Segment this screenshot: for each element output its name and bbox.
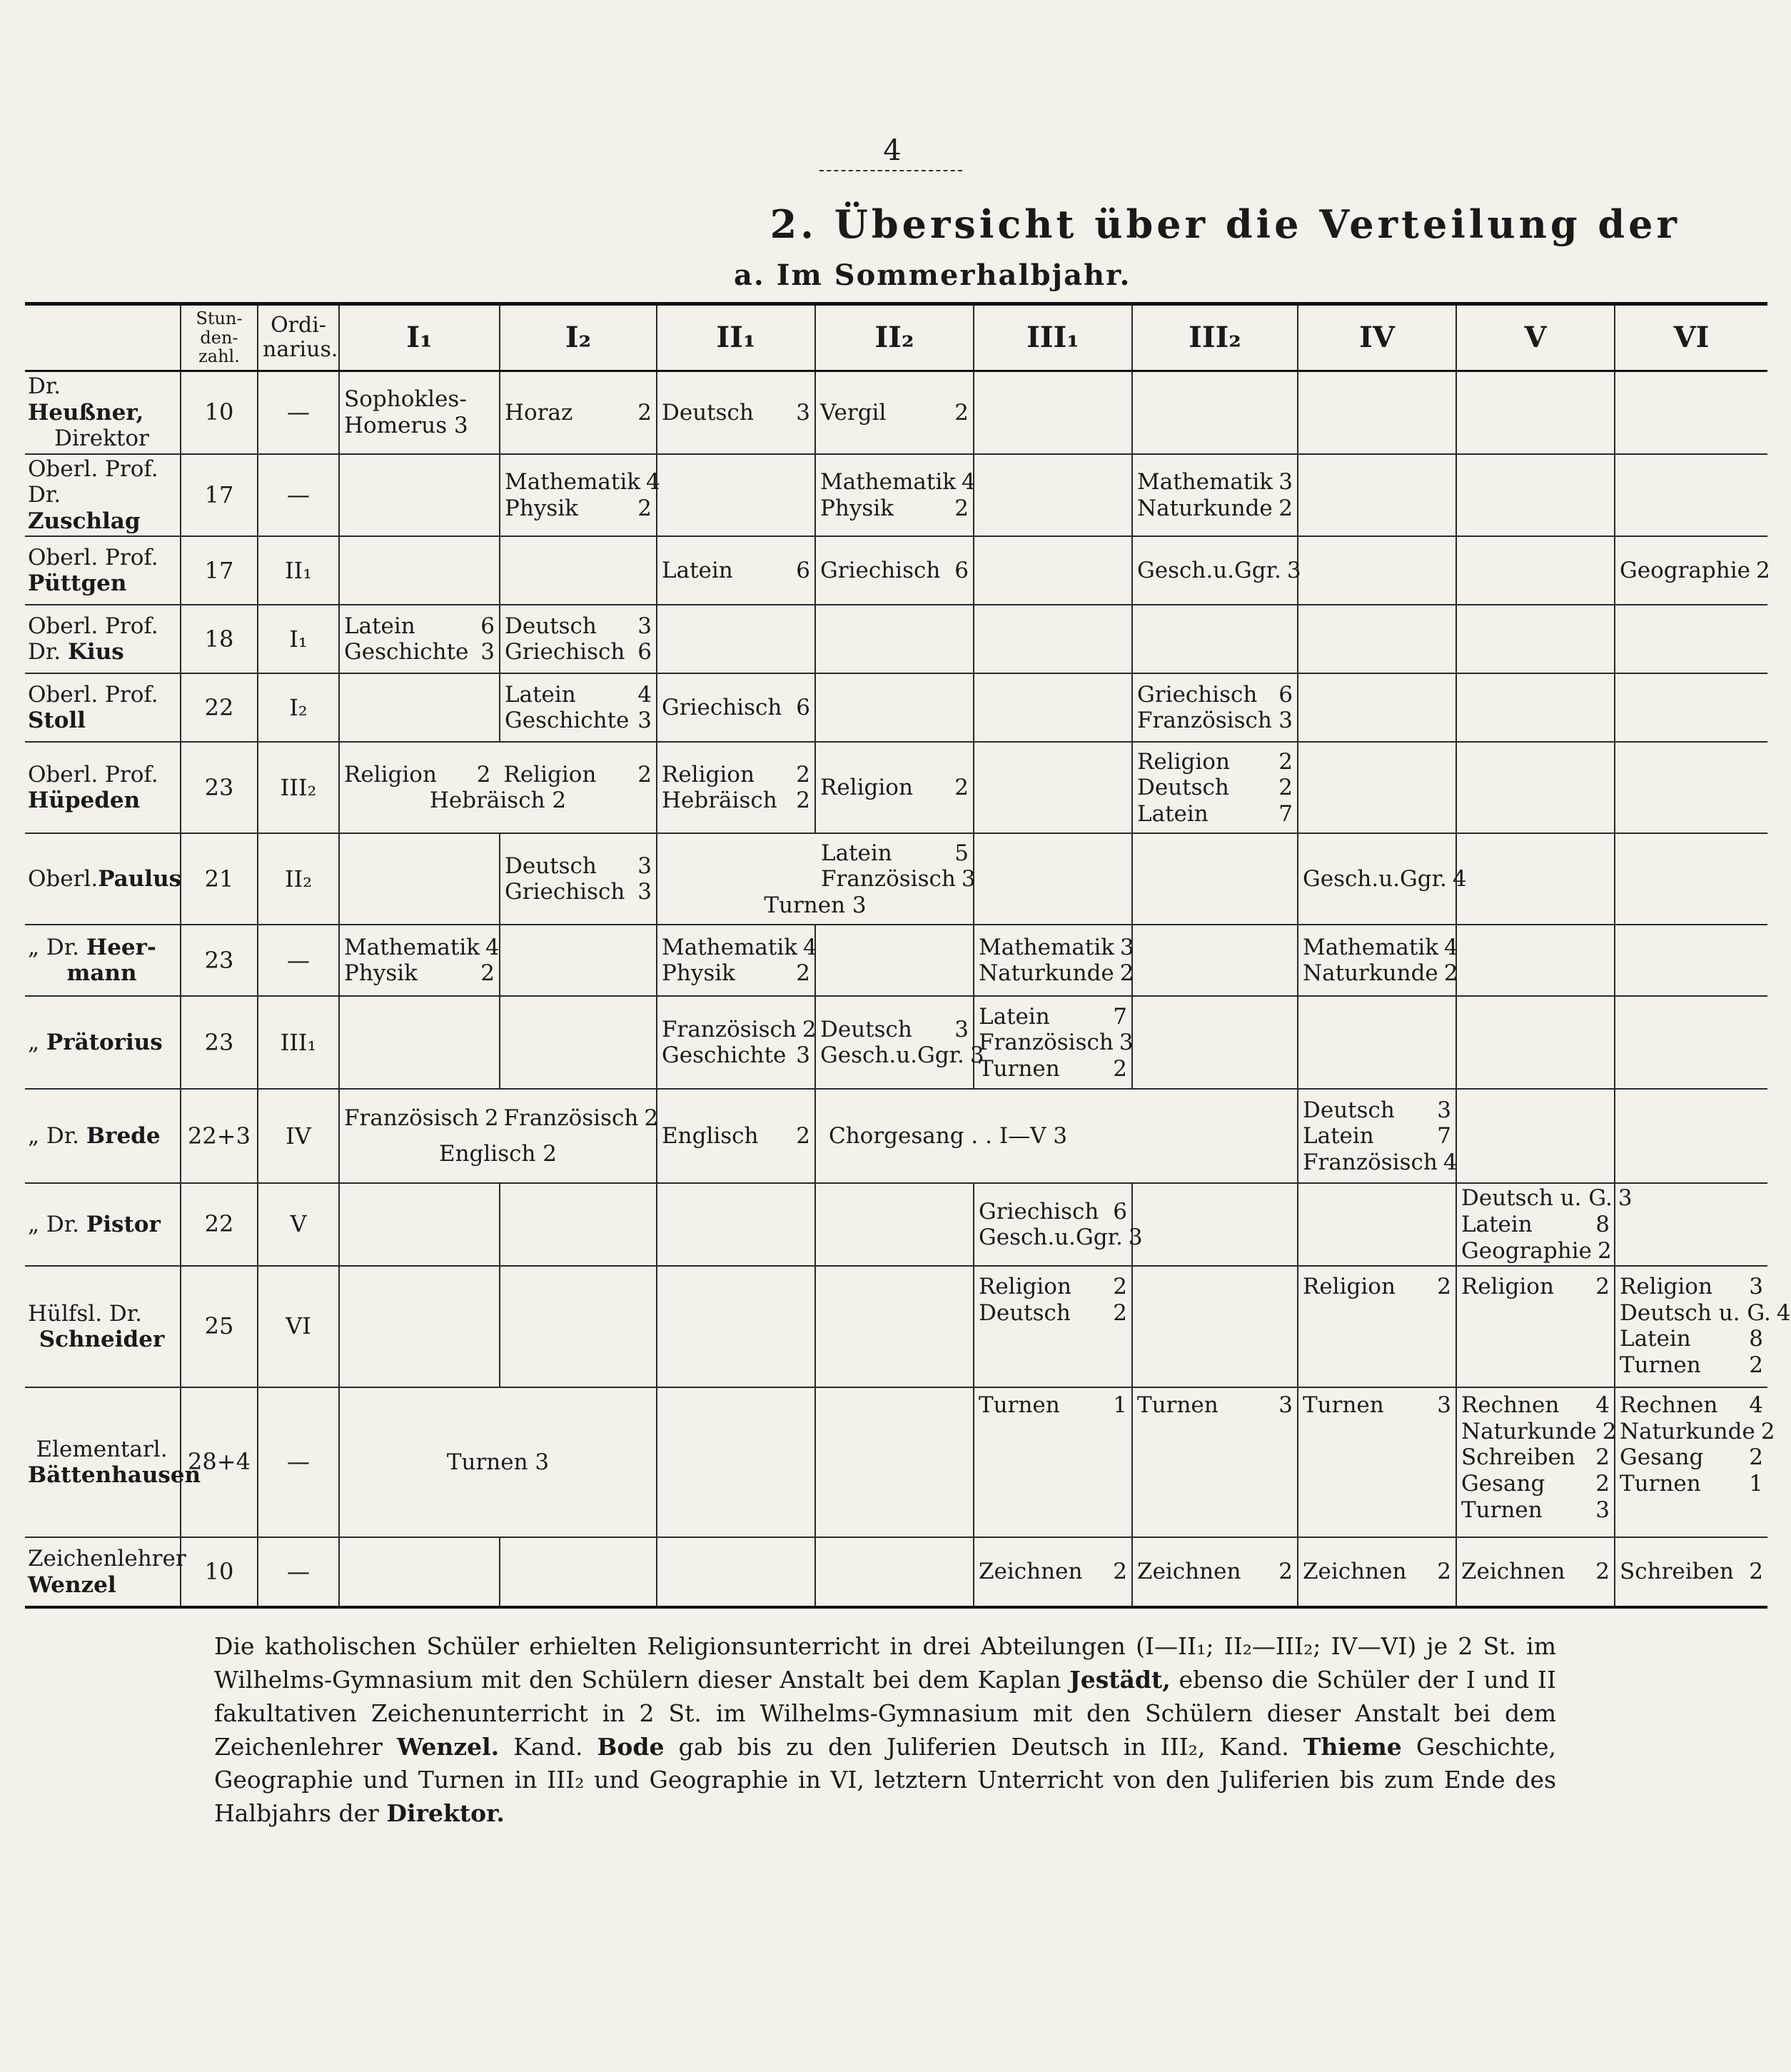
cell-iii1 [974,673,1132,742]
cell-vi [1615,454,1767,537]
cell-ii2 [815,1266,974,1387]
cell-i2: Latein 4 Geschichte 3 [500,673,657,742]
hours-cell: 10 [181,371,258,454]
ordinarius-cell: III₂ [258,742,339,833]
hours-cell: 10 [181,1537,258,1607]
cell-v [1456,673,1615,742]
cell-ii2: Religion 2 [815,742,974,833]
cell-iii2 [1132,996,1298,1089]
cell-iii1 [974,536,1132,605]
cell-iv: Mathematik 4 Naturkunde 2 [1298,925,1456,996]
cell-iii1 [974,742,1132,833]
cell-i1 [339,536,500,605]
cell-vi [1615,371,1767,454]
hours-cell: 23 [181,742,258,833]
hours-cell: 21 [181,833,258,925]
ordinarius-cell: I₁ [258,605,339,673]
cell-ii1 [657,605,815,673]
cell-i1: Latein 6 Geschichte 3 [339,605,500,673]
cell-v [1456,996,1615,1089]
turnen-shared: Turnen 3 [764,892,867,918]
header-i2: I₂ [500,304,657,371]
teacher-cell: Elementarl. Bättenhausen [25,1387,181,1537]
table-row [25,1537,1767,1607]
cell-v [1456,833,1615,925]
ordinarius-cell: III₁ [258,996,339,1089]
teacher-cell: Oberl.Paulus [25,833,181,925]
hours-cell: 17 [181,454,258,537]
ordinarius-cell: V [258,1183,339,1266]
cell-vi: Rechnen 4 Naturkunde 2 Gesang 2 Turnen 1 [1615,1387,1767,1537]
cell-ii2: Griechisch 6 [815,536,974,605]
teacher-cell: „ Dr. Pistor [25,1183,181,1266]
header-iv: IV [1298,304,1456,371]
ordinarius-cell: — [258,925,339,996]
cell-ii2 [815,1183,974,1266]
cell-iii1: Latein 7 Französisch 3 Turnen 2 [974,996,1132,1089]
cell-ii1 [657,1183,815,1266]
cell-ii1: Mathematik 4 Physik 2 [657,925,815,996]
cell-vi [1615,996,1767,1089]
table-row [25,996,1767,1089]
cell-i1-i2: Turnen 3 [339,1387,657,1537]
cell-iii1 [974,833,1132,925]
cell-vi [1615,833,1767,925]
table-row [25,1387,1767,1537]
cell-v [1456,1089,1615,1183]
hours-cell: 18 [181,605,258,673]
cell-iii2: Mathematik 3 Naturkunde 2 [1132,454,1298,537]
cell-ii2 [815,925,974,996]
cell-vi [1615,1183,1767,1266]
header-vi: VI [1615,304,1767,371]
cell-iii1: Zeichnen 2 [974,1537,1132,1607]
cell-i1 [339,454,500,537]
cell-iv: Gesch.u.Ggr. 4 [1298,833,1456,925]
cell-iii1: Turnen 1 [974,1387,1132,1537]
ordinarius-cell: VI [258,1266,339,1387]
cell-i2 [500,1537,657,1607]
cell-iv [1298,673,1456,742]
header-ordinarius: Ordi-narius. [258,304,339,371]
cell-ii1: Latein 6 [657,536,815,605]
table-row [25,605,1767,673]
header-ii1: II₁ [657,304,815,371]
ordinarius-cell: I₂ [258,673,339,742]
cell-v [1456,371,1615,454]
cell-i1 [339,833,500,925]
cell-i2 [500,996,657,1089]
cell-vi [1615,1089,1767,1183]
cell-ii1: Deutsch 3 [657,371,815,454]
cell-ii2: Deutsch 3 Gesch.u.Ggr. 3 [815,996,974,1089]
ordinarius-cell: II₂ [258,833,339,925]
cell-vi [1615,605,1767,673]
ordinarius-cell: — [258,371,339,454]
decorative-rule [819,170,962,174]
table-row [25,1183,1767,1266]
header-ii2: II₂ [815,304,974,371]
table-row [25,371,1767,454]
cell-iii1: Religion 2 Deutsch 2 [974,1266,1132,1387]
cell-iii2 [1132,371,1298,454]
cell-ii2 [815,605,974,673]
ordinarius-cell: II₁ [258,536,339,605]
cell-ii2: Mathematik 4 Physik 2 [815,454,974,537]
englisch-shared: Englisch 2 [438,1141,558,1167]
cell-v [1456,454,1615,537]
hours-cell: 22 [181,673,258,742]
hours-cell: 28+4 [181,1387,258,1537]
cell-i1-i2: Französisch 2 Französisch 2 Englisch 2 [339,1089,657,1183]
cell-v: Deutsch u. G. 3 Latein 8 Geographie 2 [1456,1183,1615,1266]
cell-i1-i2: Religion 2 Religion 2 Hebräisch 2 [339,742,657,833]
cell-i1: Sophokles-Homerus 3 [339,371,500,454]
cell-v: Religion 2 [1456,1266,1615,1387]
cell-i1 [339,1183,500,1266]
table-row [25,536,1767,605]
ordinarius-cell: IV [258,1089,339,1183]
header-row [25,304,1767,371]
cell-ii2 [815,673,974,742]
cell-vi [1615,742,1767,833]
table-row [25,454,1767,537]
cell-v: Rechnen 4 Naturkunde 2 Schreiben 2 Gesang 2 Turnen 3 [1456,1387,1615,1537]
page-title: 2. Übersicht über die Verteilung der [770,201,1680,247]
cell-iii1: Mathematik 3 Naturkunde 2 [974,925,1132,996]
cell-ii1-ii2: Latein 5 Französisch 3 Turnen 3 [657,833,974,925]
cell-i2: Deutsch 3 Griechisch 3 [500,833,657,925]
table-row [25,673,1767,742]
cell-iii1 [974,371,1132,454]
ordinarius-cell: — [258,1537,339,1607]
header-i1: I₁ [339,304,500,371]
cell-v [1456,742,1615,833]
cell-vi [1615,673,1767,742]
hours-cell: 25 [181,1266,258,1387]
cell-iv [1298,454,1456,537]
cell-iv: Zeichnen 2 [1298,1537,1456,1607]
cell-iii2: Zeichnen 2 [1132,1537,1298,1607]
cell-i1: Mathematik 4 Physik 2 [339,925,500,996]
cell-v [1456,605,1615,673]
cell-iv: Turnen 3 [1298,1387,1456,1537]
cell-chorgesang: Chorgesang . . I—V 3 [815,1089,1298,1183]
cell-i2: Mathematik 4 Physik 2 [500,454,657,537]
table-row [25,742,1767,833]
hours-cell: 17 [181,536,258,605]
teacher-cell: Oberl. Prof. Dr. Kius [25,605,181,673]
cell-iii2: Gesch.u.Ggr. 3 [1132,536,1298,605]
table-row [25,1089,1767,1183]
cell-iii2 [1132,605,1298,673]
cell-iii2 [1132,833,1298,925]
cell-iii2: Religion 2 Deutsch 2 Latein 7 [1132,742,1298,833]
table-row [25,925,1767,996]
cell-iv [1298,605,1456,673]
cell-i2 [500,925,657,996]
header-v: V [1456,304,1615,371]
cell-iv [1298,996,1456,1089]
teacher-cell: Oberl. Prof. Püttgen [25,536,181,605]
cell-ii1: Griechisch 6 [657,673,815,742]
cell-iii1 [974,605,1132,673]
cell-iii2: Griechisch 6 Französisch 3 [1132,673,1298,742]
hours-cell: 22+3 [181,1089,258,1183]
cell-ii1: Englisch 2 [657,1089,815,1183]
page-number: 4 [883,134,902,167]
ordinarius-cell: — [258,454,339,537]
cell-iv [1298,742,1456,833]
cell-i2 [500,536,657,605]
header-iii2: III₂ [1132,304,1298,371]
cell-v [1456,536,1615,605]
cell-v [1456,925,1615,996]
cell-i1 [339,1266,500,1387]
teaching-distribution-table [25,302,1791,1609]
cell-iv: Deutsch 3 Latein 7 Französisch 4 [1298,1089,1456,1183]
teacher-cell: Zeichenlehrer Wenzel [25,1537,181,1607]
cell-vi [1615,925,1767,996]
header-teacher [25,304,181,371]
ordinarius-cell: — [258,1387,339,1537]
teacher-cell: Oberl. Prof. Hüpeden [25,742,181,833]
cell-i1 [339,673,500,742]
header-hours: Stun-den-zahl. [181,304,258,371]
cell-i2 [500,1266,657,1387]
cell-vi: Religion 3 Deutsch u. G. 4 Latein 8 Turnen 2 [1615,1266,1767,1387]
table-row [25,833,1767,925]
cell-iii2 [1132,1183,1298,1266]
cell-iii2 [1132,1266,1298,1387]
cell-iii2 [1132,925,1298,996]
hours-cell: 23 [181,996,258,1089]
cell-iv: Religion 2 [1298,1266,1456,1387]
cell-ii1 [657,1266,815,1387]
cell-i1 [339,996,500,1089]
header-iii1: III₁ [974,304,1132,371]
teacher-cell: Dr. Heußner, Direktor [25,371,181,454]
cell-i2: Horaz 2 [500,371,657,454]
cell-ii1 [657,1537,815,1607]
cell-i2 [500,1183,657,1266]
cell-ii2 [815,1387,974,1537]
teacher-cell: Oberl. Prof. Dr. Zuschlag [25,454,181,537]
cell-iii1 [974,454,1132,537]
cell-ii1: Religion 2 Hebräisch 2 [657,742,815,833]
hours-cell: 23 [181,925,258,996]
cell-vi: Schreiben 2 [1615,1537,1767,1607]
cell-v: Zeichnen 2 [1456,1537,1615,1607]
footnote-paragraph: Die katholischen Schüler erhielten Religionsunterricht in drei Abteilungen (I—II₁; II₂—III₂; IV—VI) je 2 St. im Wilhelms-Gymnasium mit den Schülern dieser Anstalt bei dem Kaplan Jestädt, ebenso die Schüler der I und II fakultativen Zeichenunterricht in 2 St. im Wilhelms-Gymnasium mit den Schülern dieser Anstalt bei dem Zeichenlehrer Wenzel. Kand. Bode gab bis zu den Juliferien Deutsch in III₂, Kand. Thieme Geschichte, Geographie und Turnen in III₂ und Geographie in VI, letztern Unterricht von den Juliferien bis zum Ende des Halbjahrs der Direktor. [214,1632,1556,1828]
section-subtitle: a. Im Sommerhalbjahr. [734,258,1131,292]
hours-cell: 22 [181,1183,258,1266]
cell-iv [1298,371,1456,454]
teacher-cell: „ Dr. Brede [25,1089,181,1183]
cell-ii2 [815,1537,974,1607]
cell-ii1: Französisch 2 Geschichte 3 [657,996,815,1089]
cell-i2: Deutsch 3 Griechisch 6 [500,605,657,673]
hebraisch-shared: Hebräisch 2 [429,788,567,814]
cell-iii1: Griechisch 6 Gesch.u.Ggr. 3 [974,1183,1132,1266]
cell-i1 [339,1537,500,1607]
cell-iv [1298,536,1456,605]
teacher-cell: Oberl. Prof. Stoll [25,673,181,742]
table-row [25,1266,1767,1387]
cell-ii1 [657,1387,815,1537]
cell-vi: Geographie 2 [1615,536,1767,605]
cell-ii1 [657,454,815,537]
teacher-cell: „ Prätorius [25,996,181,1089]
cell-iv [1298,1183,1456,1266]
teacher-cell: „ Dr. Heer- mann [25,925,181,996]
cell-ii2: Vergil 2 [815,371,974,454]
cell-iii2: Turnen 3 [1132,1387,1298,1537]
teacher-cell: Hülfsl. Dr. Schneider [25,1266,181,1387]
